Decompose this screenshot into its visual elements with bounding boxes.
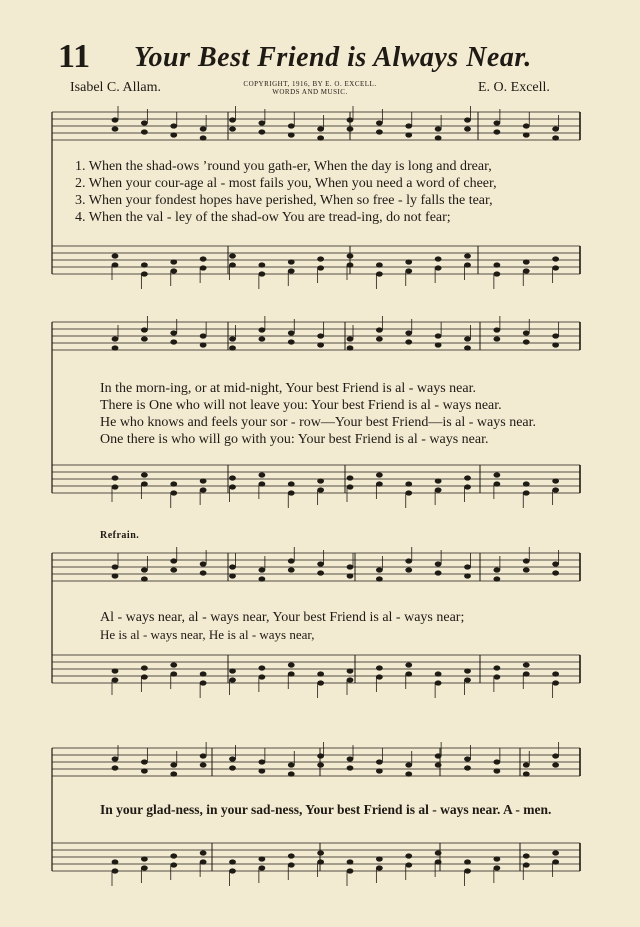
note-head xyxy=(435,671,442,676)
note-head xyxy=(523,123,530,128)
note-head xyxy=(170,330,177,335)
note-head xyxy=(493,472,500,477)
note-head xyxy=(112,756,119,761)
note-head xyxy=(435,680,442,685)
hymn-title: Your Best Friend is Always Near. xyxy=(134,42,532,73)
note-head xyxy=(258,262,265,267)
note-head xyxy=(317,478,324,483)
note-head xyxy=(229,859,236,864)
note-head xyxy=(288,862,295,867)
note-head xyxy=(229,677,236,682)
note-head xyxy=(435,256,442,261)
note-head xyxy=(170,132,177,137)
note-head xyxy=(317,342,324,347)
note-head xyxy=(464,253,471,258)
note-head xyxy=(405,558,412,563)
note-head xyxy=(288,567,295,572)
note-head xyxy=(347,126,354,131)
note-head xyxy=(435,753,442,758)
note-head xyxy=(552,671,559,676)
note-head xyxy=(258,856,265,861)
note-head xyxy=(464,475,471,480)
note-head xyxy=(258,120,265,125)
note-head xyxy=(493,120,500,125)
note-head xyxy=(464,668,471,673)
note-head xyxy=(552,333,559,338)
note-head xyxy=(288,662,295,667)
note-head xyxy=(376,120,383,125)
note-head xyxy=(523,330,530,335)
note-head xyxy=(405,490,412,495)
refrain-echo-line: He is al - ways near, He is al - ways near, xyxy=(100,627,315,642)
composer-name: E. O. Excell. xyxy=(478,80,550,95)
note-head xyxy=(464,262,471,267)
note-head xyxy=(464,765,471,770)
note-head xyxy=(141,120,148,125)
note-head xyxy=(170,567,177,572)
note-head xyxy=(493,129,500,134)
note-head xyxy=(288,762,295,767)
note-head xyxy=(347,677,354,682)
note-head xyxy=(493,567,500,572)
note-head xyxy=(347,756,354,761)
note-head xyxy=(229,484,236,489)
note-head xyxy=(288,268,295,273)
note-head xyxy=(229,564,236,569)
note-head xyxy=(405,259,412,264)
note-head xyxy=(493,271,500,276)
note-head xyxy=(200,126,207,131)
note-head xyxy=(229,668,236,673)
note-head xyxy=(317,680,324,685)
note-head xyxy=(288,123,295,128)
copyright-line-2: WORDS AND MUSIC. xyxy=(272,88,348,96)
note-head xyxy=(258,567,265,572)
note-head xyxy=(170,558,177,563)
note-head xyxy=(376,472,383,477)
note-head xyxy=(258,665,265,670)
note-head xyxy=(288,853,295,858)
note-head xyxy=(347,564,354,569)
note-head xyxy=(258,674,265,679)
note-head xyxy=(435,762,442,767)
note-head xyxy=(435,570,442,575)
note-head xyxy=(376,856,383,861)
note-head xyxy=(523,259,530,264)
note-head xyxy=(200,671,207,676)
note-head xyxy=(435,859,442,864)
note-head xyxy=(200,680,207,685)
note-head xyxy=(493,262,500,267)
note-head xyxy=(464,117,471,122)
note-head xyxy=(258,129,265,134)
note-head xyxy=(258,481,265,486)
note-head xyxy=(523,558,530,563)
note-head xyxy=(229,336,236,341)
note-head xyxy=(523,853,530,858)
note-head xyxy=(493,481,500,486)
note-head xyxy=(200,753,207,758)
note-head xyxy=(229,126,236,131)
note-head xyxy=(112,126,119,131)
note-head xyxy=(552,859,559,864)
note-head xyxy=(376,576,383,581)
note-head xyxy=(347,475,354,480)
note-head xyxy=(376,768,383,773)
note-head xyxy=(405,330,412,335)
note-head xyxy=(405,771,412,776)
note-head xyxy=(258,472,265,477)
hymn-number: 11 xyxy=(58,38,91,75)
note-head xyxy=(552,561,559,566)
note-head xyxy=(229,475,236,480)
note-head xyxy=(200,333,207,338)
note-head xyxy=(317,850,324,855)
note-head xyxy=(493,576,500,581)
note-head xyxy=(200,859,207,864)
note-head xyxy=(523,490,530,495)
note-head xyxy=(112,336,119,341)
note-head xyxy=(170,662,177,667)
note-head xyxy=(200,342,207,347)
note-head xyxy=(258,768,265,773)
verse-1-line-2: In the morn-ing, or at mid-night, Your best Friend is al - ways near. xyxy=(100,381,477,396)
note-head xyxy=(112,573,119,578)
note-head xyxy=(200,570,207,575)
note-head xyxy=(317,256,324,261)
note-head xyxy=(435,561,442,566)
note-head xyxy=(376,262,383,267)
note-head xyxy=(258,865,265,870)
note-head xyxy=(141,481,148,486)
note-head xyxy=(405,339,412,344)
verse-1-line-1: 1. When the shad-ows ’round you gath-er, When the day is long and drear, xyxy=(75,159,492,174)
note-head xyxy=(170,771,177,776)
note-head xyxy=(141,674,148,679)
note-head xyxy=(552,265,559,270)
note-head xyxy=(288,132,295,137)
note-head xyxy=(170,762,177,767)
note-head xyxy=(523,662,530,667)
note-head xyxy=(317,135,324,140)
note-head xyxy=(347,253,354,258)
note-head xyxy=(552,850,559,855)
note-head xyxy=(493,336,500,341)
note-head xyxy=(288,558,295,563)
note-head xyxy=(435,126,442,131)
note-head xyxy=(317,570,324,575)
verse-3-line-1: 3. When your fondest hopes have perished, When so free - ly falls the tear, xyxy=(75,193,493,208)
note-head xyxy=(464,868,471,873)
note-head xyxy=(229,756,236,761)
note-head xyxy=(435,487,442,492)
note-head xyxy=(200,256,207,261)
note-head xyxy=(317,265,324,270)
note-head xyxy=(376,665,383,670)
note-head xyxy=(112,765,119,770)
note-head xyxy=(288,330,295,335)
note-head xyxy=(170,481,177,486)
note-head xyxy=(317,126,324,131)
note-head xyxy=(229,765,236,770)
note-head xyxy=(170,123,177,128)
note-head xyxy=(405,132,412,137)
note-head xyxy=(347,868,354,873)
note-head xyxy=(170,862,177,867)
note-head xyxy=(435,850,442,855)
note-head xyxy=(464,756,471,761)
note-head xyxy=(288,771,295,776)
note-head xyxy=(317,561,324,566)
note-head xyxy=(523,481,530,486)
note-head xyxy=(552,135,559,140)
note-head xyxy=(112,253,119,258)
note-head xyxy=(347,117,354,122)
note-head xyxy=(170,490,177,495)
note-head xyxy=(200,478,207,483)
note-head xyxy=(288,259,295,264)
note-head xyxy=(435,333,442,338)
note-head xyxy=(288,671,295,676)
note-head xyxy=(464,859,471,864)
note-head xyxy=(376,865,383,870)
note-head xyxy=(464,345,471,350)
note-head xyxy=(141,271,148,276)
note-head xyxy=(229,262,236,267)
note-head xyxy=(170,268,177,273)
note-head xyxy=(141,865,148,870)
note-head xyxy=(200,762,207,767)
note-head xyxy=(493,768,500,773)
note-head xyxy=(405,268,412,273)
note-head xyxy=(112,677,119,682)
note-head xyxy=(170,671,177,676)
note-head xyxy=(552,126,559,131)
verse-3-line-2: He who knows and feels your sor - row—Your best Friend—is al - ways near. xyxy=(100,415,537,430)
note-head xyxy=(376,327,383,332)
note-head xyxy=(552,680,559,685)
note-head xyxy=(288,481,295,486)
copyright-line-1: COPYRIGHT, 1916, BY E. O. EXCELL. xyxy=(243,80,377,88)
note-head xyxy=(376,129,383,134)
note-head xyxy=(347,262,354,267)
note-head xyxy=(493,665,500,670)
note-head xyxy=(347,573,354,578)
note-head xyxy=(464,564,471,569)
note-head xyxy=(200,487,207,492)
note-head xyxy=(112,484,119,489)
note-head xyxy=(435,265,442,270)
note-head xyxy=(376,271,383,276)
note-head xyxy=(112,668,119,673)
note-head xyxy=(141,856,148,861)
verse-4-line-2: One there is who will go with you: Your best Friend is al - ways near. xyxy=(100,432,489,447)
note-head xyxy=(200,135,207,140)
note-head xyxy=(258,327,265,332)
verse-2-line-2: There is One who will not leave you: Your best Friend is al - ways near. xyxy=(100,398,502,413)
note-head xyxy=(112,117,119,122)
note-head xyxy=(552,487,559,492)
note-head xyxy=(376,567,383,572)
note-head xyxy=(493,327,500,332)
note-head xyxy=(141,759,148,764)
note-head xyxy=(405,762,412,767)
note-head xyxy=(523,771,530,776)
note-head xyxy=(141,129,148,134)
refrain-label: Refrain. xyxy=(100,530,140,541)
note-head xyxy=(170,339,177,344)
note-head xyxy=(464,573,471,578)
note-head xyxy=(435,135,442,140)
note-head xyxy=(435,478,442,483)
note-head xyxy=(552,256,559,261)
note-head xyxy=(258,271,265,276)
note-head xyxy=(552,762,559,767)
note-head xyxy=(141,665,148,670)
note-head xyxy=(523,567,530,572)
note-head xyxy=(200,265,207,270)
note-head xyxy=(141,472,148,477)
note-head xyxy=(464,484,471,489)
note-head xyxy=(552,478,559,483)
note-head xyxy=(435,342,442,347)
note-head xyxy=(523,862,530,867)
note-head xyxy=(347,484,354,489)
note-head xyxy=(141,768,148,773)
note-head xyxy=(200,561,207,566)
note-head xyxy=(112,262,119,267)
note-head xyxy=(405,671,412,676)
note-head xyxy=(258,336,265,341)
note-head xyxy=(317,859,324,864)
refrain-line-1: Al - ways near, al - ways near, Your best Friend is al - ways near; xyxy=(100,610,465,625)
verse-4-line-1: 4. When the val - ley of the shad-ow You are tread-ing, do not fear; xyxy=(75,210,451,225)
note-head xyxy=(141,262,148,267)
note-head xyxy=(200,850,207,855)
note-head xyxy=(347,859,354,864)
note-head xyxy=(405,481,412,486)
note-head xyxy=(258,759,265,764)
note-head xyxy=(493,759,500,764)
note-head xyxy=(464,336,471,341)
note-head xyxy=(347,668,354,673)
note-head xyxy=(229,573,236,578)
note-head xyxy=(317,333,324,338)
note-head xyxy=(464,126,471,131)
note-head xyxy=(112,859,119,864)
note-head xyxy=(523,132,530,137)
verse-2-line-1: 2. When your cour-age al - most fails you, When you need a word of cheer, xyxy=(75,176,497,191)
note-head xyxy=(523,339,530,344)
note-head xyxy=(376,336,383,341)
note-head xyxy=(405,862,412,867)
note-head xyxy=(229,253,236,258)
note-head xyxy=(112,345,119,350)
author-name: Isabel C. Allam. xyxy=(70,80,161,95)
note-head xyxy=(170,853,177,858)
refrain-line-2: In your glad-ness, in your sad-ness, Your best Friend is al - ways near. A - men. xyxy=(100,802,552,817)
note-head xyxy=(552,342,559,347)
note-head xyxy=(317,753,324,758)
note-head xyxy=(376,481,383,486)
note-head xyxy=(170,259,177,264)
note-head xyxy=(523,268,530,273)
note-head xyxy=(523,671,530,676)
note-head xyxy=(376,674,383,679)
note-head xyxy=(405,853,412,858)
note-head xyxy=(347,336,354,341)
note-head xyxy=(112,564,119,569)
note-head xyxy=(493,865,500,870)
note-head xyxy=(141,327,148,332)
note-head xyxy=(317,487,324,492)
note-head xyxy=(288,490,295,495)
note-head xyxy=(552,753,559,758)
note-head xyxy=(229,117,236,122)
note-head xyxy=(112,868,119,873)
note-head xyxy=(464,677,471,682)
note-head xyxy=(229,868,236,873)
note-head xyxy=(523,762,530,767)
note-head xyxy=(405,662,412,667)
note-head xyxy=(317,762,324,767)
note-head xyxy=(141,567,148,572)
note-head xyxy=(493,674,500,679)
note-head xyxy=(493,856,500,861)
note-head xyxy=(112,475,119,480)
note-head xyxy=(405,567,412,572)
note-head xyxy=(376,759,383,764)
note-head xyxy=(229,345,236,350)
note-head xyxy=(347,765,354,770)
note-head xyxy=(141,576,148,581)
note-head xyxy=(141,336,148,341)
note-head xyxy=(317,671,324,676)
note-head xyxy=(552,570,559,575)
note-head xyxy=(347,345,354,350)
note-head xyxy=(288,339,295,344)
note-head xyxy=(258,576,265,581)
note-head xyxy=(405,123,412,128)
